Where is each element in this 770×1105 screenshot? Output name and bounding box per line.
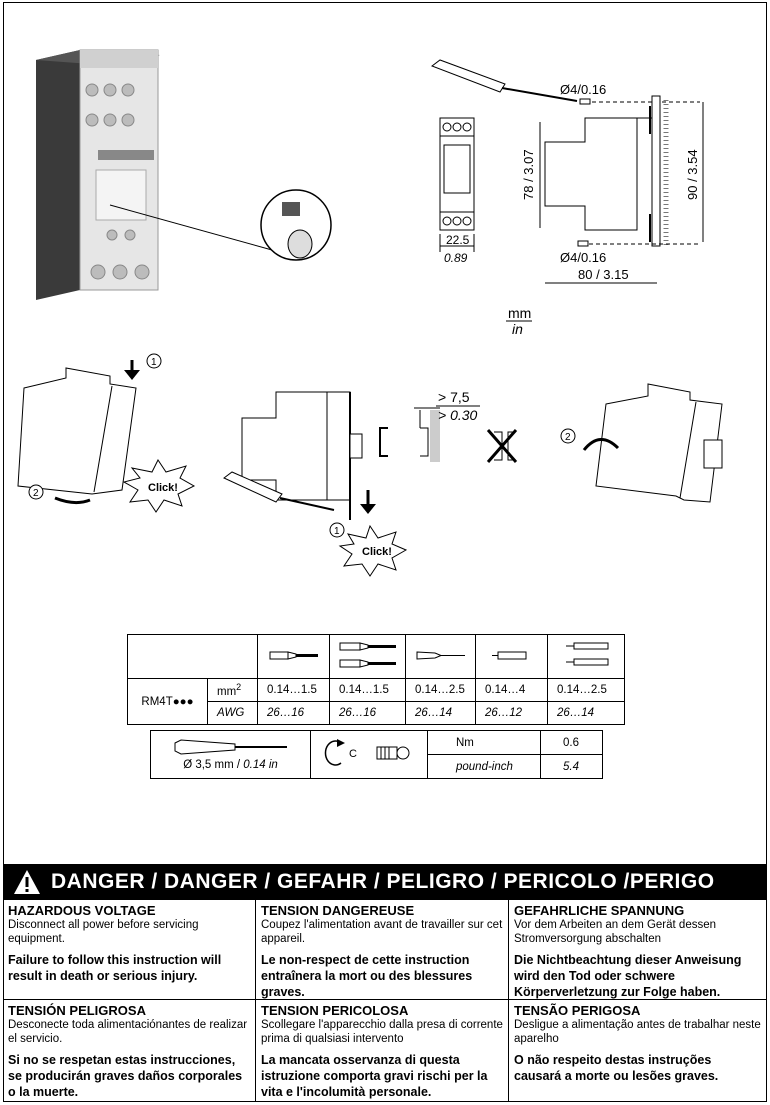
danger-consequence: O não respeito destas instruções causará a morte ou lesões graves.	[514, 1053, 719, 1083]
danger-instruction: Desligue a alimentação antes de trabalhar neste aparelho	[514, 1019, 761, 1045]
wire-icon-solid	[406, 635, 476, 679]
mm2-cell: 0.14…1.5	[258, 679, 330, 702]
mount-step-middle	[224, 392, 406, 576]
torque-c-label: C	[349, 748, 357, 760]
rail-detail	[380, 389, 516, 462]
wire-table	[127, 634, 625, 725]
screw-size-top: Ø4/0.16	[560, 82, 607, 97]
wire-table-corner	[128, 635, 258, 679]
unit-mm: mm	[508, 305, 532, 321]
lbin-label: pound-inch	[428, 755, 541, 779]
gap-mm: > 7,5	[438, 389, 470, 405]
unit-awg: AWG	[208, 702, 258, 725]
product-photo	[36, 50, 331, 300]
step2-right: 2	[565, 432, 571, 443]
side-view	[506, 82, 703, 337]
mm2-cell: 0.14…2.5	[406, 679, 476, 702]
mm2-cell: 0.14…1.5	[330, 679, 406, 702]
danger-banner	[3, 864, 767, 900]
awg-cell: 26…14	[548, 702, 625, 725]
awg-cell: 26…16	[258, 702, 330, 725]
screw-size-bottom: Ø4/0.16	[560, 250, 607, 265]
danger-heading: TENSION DANGEREUSE	[261, 903, 415, 918]
danger-cell-fr	[256, 900, 509, 1000]
depth-label: 80 / 3.15	[578, 267, 629, 282]
screwdriver-cell	[151, 731, 311, 779]
click-middle: Click!	[362, 546, 392, 558]
wire-icon-double-flexible	[548, 635, 625, 679]
danger-consequence: Failure to follow this instruction will result in death or serious injury.	[8, 953, 222, 983]
awg-cell: 26…12	[476, 702, 548, 725]
front-view	[440, 118, 474, 265]
danger-heading: TENSIÓN PELIGROSA	[8, 1003, 146, 1018]
click-left: Click!	[148, 482, 178, 494]
height-78-label: 78 / 3.07	[521, 149, 536, 200]
product-ref: RM4T●●●	[128, 679, 208, 725]
danger-cell-es	[3, 1000, 256, 1102]
step2-left: 2	[33, 488, 39, 499]
nm-value: 0.6	[541, 731, 603, 755]
mm2-cell: 0.14…4	[476, 679, 548, 702]
danger-instruction: Desconecte toda alimentaciónantes de realizar el servicio.	[8, 1019, 248, 1045]
warning-icon	[13, 869, 41, 895]
unit-in: in	[512, 321, 523, 337]
danger-heading: GEFAHRLICHE SPANNUNG	[514, 903, 685, 918]
unit-mm2: $mm^2$	[208, 679, 258, 702]
screwdriver-icon	[171, 738, 291, 756]
danger-grid	[3, 900, 767, 1102]
danger-consequence: Le non-respect de cette instruction entraînera la mort ou des blessures graves.	[261, 953, 473, 999]
danger-cell-de	[509, 900, 767, 1000]
step1-left: 1	[151, 357, 157, 368]
nm-label: Nm	[428, 731, 541, 755]
torque-icon	[319, 735, 419, 771]
danger-heading: TENSION PERICOLOSA	[261, 1003, 409, 1018]
mm2-cell: 0.14…2.5	[548, 679, 625, 702]
danger-instruction: Coupez l'alimentation avant de travailler sur cet appareil.	[261, 919, 503, 945]
danger-instruction: Disconnect all power before servicing equipment.	[8, 919, 199, 945]
danger-cell-en	[3, 900, 256, 1000]
mount-step-left	[18, 354, 194, 512]
width-label: 22.5	[446, 233, 470, 247]
gap-in: > 0.30	[438, 407, 478, 423]
torque-cell	[311, 731, 428, 779]
danger-heading: TENSÃO PERIGOSA	[514, 1003, 641, 1018]
width-label-in: 0.89	[444, 251, 468, 265]
danger-cell-pt	[509, 1000, 767, 1102]
danger-heading: HAZARDOUS VOLTAGE	[8, 903, 156, 918]
danger-title: DANGER / DANGER / GEFAHR / PELIGRO / PERICOLO /PERIGO	[51, 870, 715, 893]
lbin-value: 5.4	[541, 755, 603, 779]
height-90-label: 90 / 3.54	[685, 149, 700, 200]
danger-consequence: Si no se respetan estas instrucciones, se producirán graves daños corporales o la muerte.	[8, 1053, 243, 1099]
danger-consequence: La mancata osservanza di questa istruzione comporta gravi rischi per la vita e l'incolumità personale.	[261, 1053, 488, 1099]
step1-middle: 1	[334, 526, 340, 537]
awg-cell: 26…14	[406, 702, 476, 725]
awg-cell: 26…16	[330, 702, 406, 725]
wire-icon-flexible	[476, 635, 548, 679]
tool-table	[150, 730, 603, 779]
danger-instruction: Scollegare l'apparecchio dalla presa di corrente prima di qualsiasi intervento	[261, 1019, 503, 1045]
mount-step-right	[561, 384, 722, 502]
screwdriver-size-in: 0.14 in	[243, 759, 278, 771]
danger-consequence: Die Nichtbeachtung dieser Anweisung wird den Tod oder schwere Körperverletzung zur Folge haben.	[514, 953, 742, 999]
wire-icon-double-ferrule	[330, 635, 406, 679]
danger-instruction: Vor dem Arbeiten an dem Gerät dessen Stromversorgung abschalten	[514, 919, 717, 945]
screwdriver-size: Ø 3,5 mm /	[183, 759, 244, 771]
wire-icon-single-ferrule	[258, 635, 330, 679]
danger-cell-it	[256, 1000, 509, 1102]
